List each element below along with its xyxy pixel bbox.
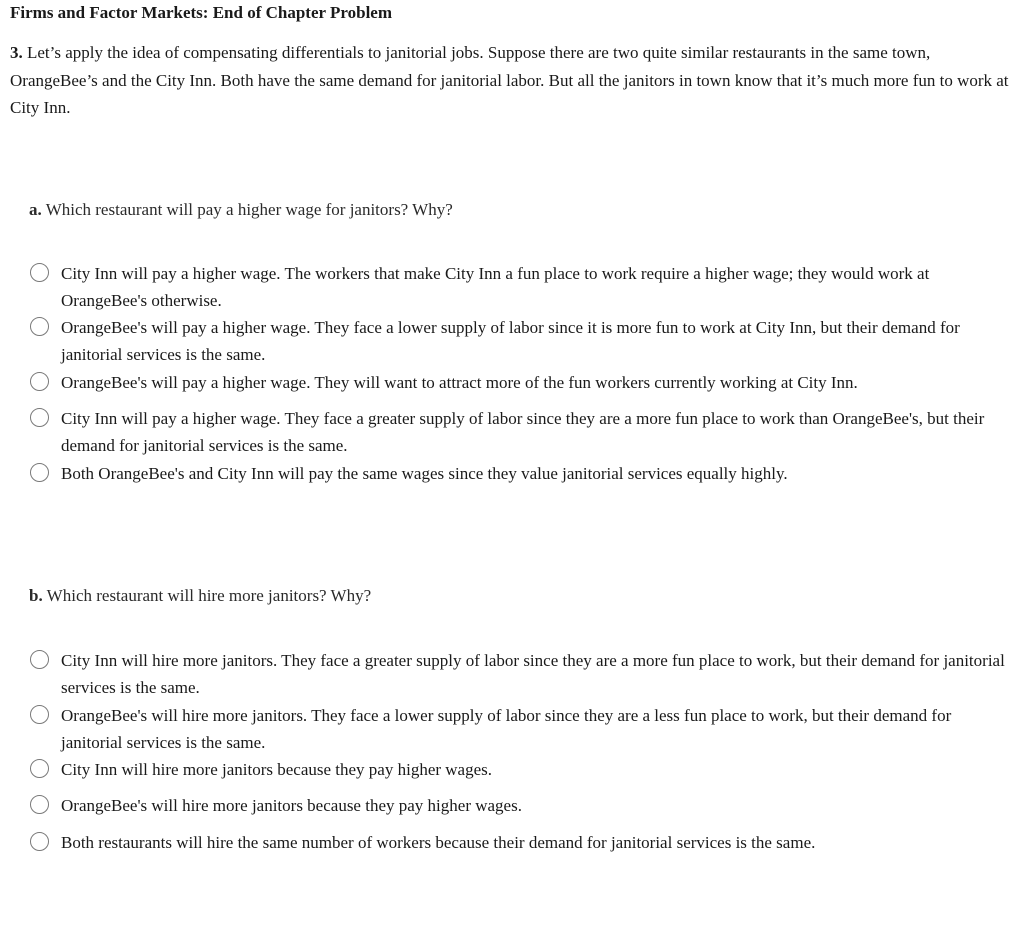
- option-label: OrangeBee's will hire more janitors. They face a lower supply of labor since they are a less fun place to work, but their demand for janitorial services is the same.: [61, 706, 952, 752]
- option-a-2[interactable]: [29, 314, 1009, 368]
- option-a-1[interactable]: [29, 260, 1009, 314]
- option-a-5[interactable]: [29, 460, 788, 487]
- radio-button[interactable]: [30, 650, 49, 669]
- question-b: [29, 585, 371, 607]
- page-title: Firms and Factor Markets: End of Chapter Problem: [10, 3, 392, 22]
- radio-button[interactable]: [30, 408, 49, 427]
- question-a-text: Which restaurant will pay a higher wage for janitors? Why?: [45, 200, 453, 219]
- option-b-5[interactable]: [29, 829, 815, 856]
- option-label: City Inn will pay a higher wage. They face a greater supply of labor since they are a more fun place to work than OrangeBee's, but their demand for janitorial services is the same.: [61, 409, 985, 455]
- radio-button[interactable]: [30, 795, 49, 814]
- option-b-4[interactable]: [29, 792, 522, 819]
- question-a: [29, 199, 453, 221]
- option-label: City Inn will hire more janitors. They face a greater supply of labor since they are a more fun place to work, but their demand for janitorial services is the same.: [61, 651, 1005, 697]
- radio-button[interactable]: [30, 759, 49, 778]
- radio-button[interactable]: [30, 705, 49, 724]
- radio-button[interactable]: [30, 372, 49, 391]
- option-label: OrangeBee's will pay a higher wage. They will want to attract more of the fun workers currently working at City Inn.: [61, 373, 858, 392]
- problem-text: Let’s apply the idea of compensating differentials to janitorial jobs. Suppose there are two quite similar restaurants in the same town, OrangeBee’s and the City Inn. Both have the same demand for janitorial labor. But all the janitors in town know that it’s much more fun to work at City Inn.: [10, 43, 1009, 117]
- option-b-3[interactable]: [29, 756, 492, 783]
- option-label: OrangeBee's will hire more janitors because they pay higher wages.: [61, 796, 522, 815]
- radio-button[interactable]: [30, 463, 49, 482]
- question-b-letter: b.: [29, 586, 43, 605]
- radio-button[interactable]: [30, 832, 49, 851]
- radio-button[interactable]: [30, 263, 49, 282]
- option-a-3[interactable]: [29, 369, 858, 396]
- radio-button[interactable]: [30, 317, 49, 336]
- problem-statement: [10, 39, 1020, 122]
- option-a-4[interactable]: [29, 405, 1009, 459]
- option-b-1[interactable]: [29, 647, 1009, 701]
- problem-number: 3.: [10, 43, 23, 62]
- option-b-2[interactable]: [29, 702, 1009, 756]
- option-label: OrangeBee's will pay a higher wage. They face a lower supply of labor since it is more fun to work at City Inn, but their demand for janitorial services is the same.: [61, 318, 960, 364]
- option-label: Both OrangeBee's and City Inn will pay the same wages since they value janitorial services equally highly.: [61, 464, 788, 483]
- option-label: Both restaurants will hire the same number of workers because their demand for janitorial services is the same.: [61, 833, 816, 852]
- option-label: City Inn will hire more janitors because they pay higher wages.: [61, 760, 493, 779]
- question-b-text: Which restaurant will hire more janitors? Why?: [46, 586, 372, 605]
- option-label: City Inn will pay a higher wage. The workers that make City Inn a fun place to work require a higher wage; they would work at OrangeBee's otherwise.: [61, 264, 930, 310]
- question-a-letter: a.: [29, 200, 42, 219]
